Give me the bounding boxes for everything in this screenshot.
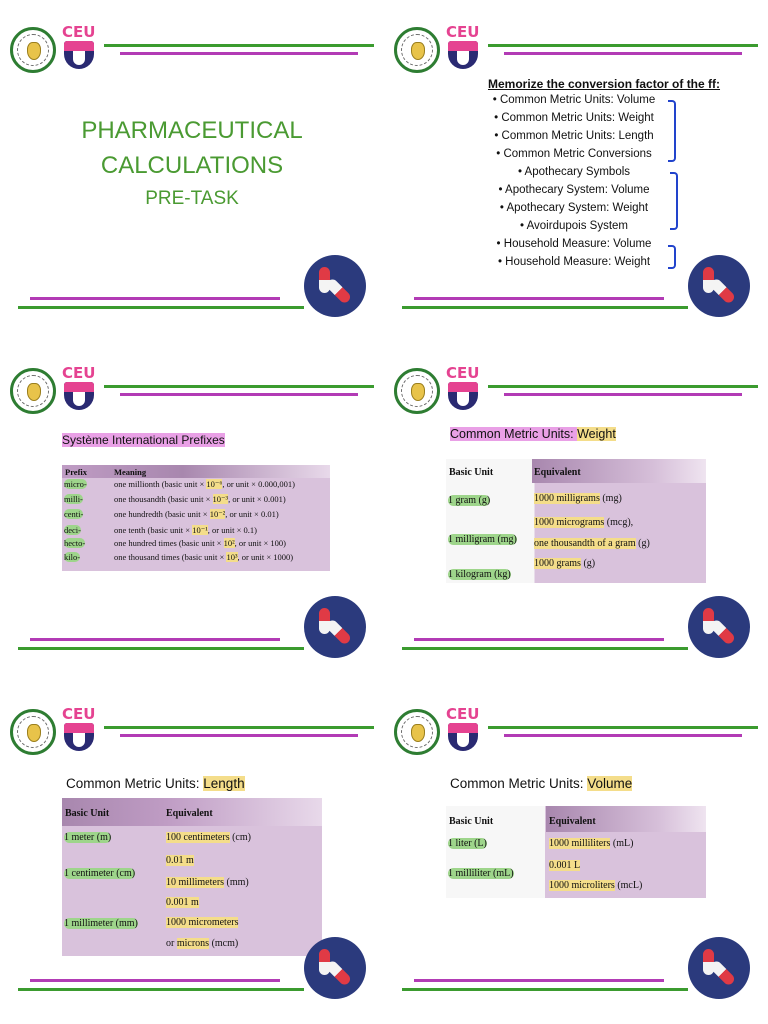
list-item: • Common Metric Units: Weight [494, 112, 654, 124]
group-bracket [670, 172, 678, 230]
slide-memorize-list [384, 0, 768, 341]
equivalent-cell: 1000 micrometers [166, 917, 239, 928]
slide-length-units [0, 682, 384, 1023]
basic-unit-cell: 1 milliliter (mL) [448, 868, 514, 879]
footer-pink-line [414, 297, 664, 300]
pill-capsule-icon [304, 596, 366, 658]
header-pink-line [504, 734, 742, 737]
equivalent-cell: 1000 grams (g) [534, 558, 596, 569]
basic-unit-cell: 1 liter (L) [448, 838, 487, 849]
prefix-cell: hecto- [64, 538, 86, 548]
list-item: • Apothecary System: Volume [498, 184, 650, 196]
footer-green-line [402, 306, 688, 309]
equivalent-cell: 0.001 m [166, 897, 199, 908]
equivalent-cell: 100 centimeters (cm) [166, 832, 251, 843]
university-seal-logo [394, 709, 440, 755]
footer-pink-line [414, 638, 664, 641]
university-seal-logo [394, 27, 440, 73]
basic-unit-cell: 1 centimeter (cm) [64, 868, 136, 879]
ceu-logo-text: CEU [446, 705, 480, 723]
footer-green-line [18, 988, 304, 991]
ceu-shield-icon [448, 41, 478, 69]
equivalent-cell: one thousandth of a gram (g) [534, 538, 650, 549]
ceu-logo [62, 24, 96, 40]
list-item: • Avoirdupois System [519, 220, 628, 232]
header-green-line [488, 385, 758, 388]
length-table [62, 798, 322, 956]
list-item: • Apothecary System: Weight [499, 202, 649, 214]
slide-title: Common Metric Units: Volume [450, 776, 633, 791]
weight-table [446, 459, 706, 583]
header-green-line [104, 44, 374, 47]
ceu-logo-text: CEU [62, 364, 96, 382]
meaning-cell: one tenth (basic unit × 10⁻¹, or unit × 0.1) [114, 525, 257, 535]
footer-pink-line [30, 638, 280, 641]
footer-green-line [402, 647, 688, 650]
equivalent-cell: 0.001 L [549, 860, 581, 871]
university-seal-logo [10, 709, 56, 755]
equivalent-cell: 1000 milligrams (mg) [534, 493, 622, 504]
meaning-cell: one millionth (basic unit × 10⁻⁶, or unit × 0.000,001) [114, 479, 295, 489]
column-header-basic-unit: Basic Unit [65, 808, 110, 819]
ceu-logo-text: CEU [446, 364, 480, 382]
list-item: • Common Metric Conversions [496, 148, 652, 160]
university-seal-logo [394, 368, 440, 414]
pill-capsule-icon [304, 937, 366, 999]
header-green-line [104, 726, 374, 729]
list-item: • Apothecary Symbols [517, 166, 631, 178]
slide-weight-units [384, 341, 768, 682]
basic-unit-cell: 1 kilogram (kg) [448, 569, 511, 580]
ceu-logo-text: CEU [62, 705, 96, 723]
footer-green-line [18, 647, 304, 650]
basic-unit-cell: 1 gram (g) [448, 495, 491, 506]
pill-capsule-icon [688, 596, 750, 658]
equivalent-cell: 10 millimeters (mm) [166, 877, 249, 888]
prefix-cell: kilo- [64, 552, 81, 562]
prefix-cell: milli- [64, 494, 83, 504]
slide-title: Common Metric Units: Length [66, 776, 245, 791]
column-header-equivalent: Equivalent [549, 816, 596, 827]
ceu-logo-text: CEU [446, 23, 480, 41]
slide-title: Common Metric Units: Weight [450, 427, 616, 441]
footer-green-line [402, 988, 688, 991]
footer-green-line [18, 306, 304, 309]
header-pink-line [120, 734, 358, 737]
equivalent-cell: 1000 micrograms (mcg), [534, 517, 634, 528]
university-seal-logo [10, 27, 56, 73]
list-item: • Common Metric Units: Volume [492, 94, 656, 106]
pill-capsule-icon [688, 255, 750, 317]
ceu-logo [62, 706, 96, 722]
column-header-equivalent: Equivalent [166, 808, 213, 819]
prefix-cell: micro- [64, 479, 87, 489]
meaning-cell: one hundredth (basic unit × 10⁻², or unit × 0.01) [114, 509, 279, 519]
column-header-equivalent: Equivalent [534, 467, 581, 478]
column-header-basic-unit: Basic Unit [449, 816, 494, 827]
column-header-meaning: Meaning [114, 467, 147, 477]
pill-capsule-icon [688, 937, 750, 999]
header-pink-line [504, 393, 742, 396]
basic-unit-cell: 1 meter (m) [64, 832, 112, 843]
ceu-shield-icon [64, 723, 94, 751]
header-green-line [488, 44, 758, 47]
footer-pink-line [414, 979, 664, 982]
subtitle: PRE-TASK [145, 188, 239, 209]
ceu-logo [446, 365, 480, 381]
list-item: • Household Measure: Weight [497, 256, 651, 268]
footer-pink-line [30, 297, 280, 300]
memorize-heading: Memorize the conversion factor of the ff: [487, 77, 721, 91]
slide-si-prefixes [0, 341, 384, 682]
header-green-line [104, 385, 374, 388]
basic-unit-cell: 1 millimeter (mm) [64, 918, 138, 929]
header-pink-line [120, 52, 358, 55]
column-header-prefix: Prefix [65, 467, 88, 477]
column-header-basic-unit: Basic Unit [449, 467, 494, 478]
ceu-shield-icon [64, 382, 94, 410]
prefix-cell: deci- [64, 525, 81, 535]
header-pink-line [120, 393, 358, 396]
ceu-logo-text: CEU [62, 23, 96, 41]
ceu-logo [446, 706, 480, 722]
group-bracket [668, 245, 676, 269]
ceu-shield-icon [64, 41, 94, 69]
slide-volume-units [384, 682, 768, 1023]
equivalent-cell: or microns (mcm) [166, 938, 239, 949]
title-line-1: PHARMACEUTICAL [81, 117, 303, 144]
group-bracket [668, 100, 676, 162]
slide-title [0, 0, 384, 341]
equivalent-cell: 1000 microliters (mcL) [549, 880, 643, 891]
prefix-cell: centi- [64, 509, 84, 519]
footer-pink-line [30, 979, 280, 982]
basic-unit-cell: 1 milligram (mg) [448, 534, 517, 545]
header-green-line [488, 726, 758, 729]
title-line-2: CALCULATIONS [100, 152, 284, 179]
university-seal-logo [10, 368, 56, 414]
prefix-table [62, 465, 330, 571]
ceu-shield-icon [448, 723, 478, 751]
header-pink-line [504, 52, 742, 55]
slide-title: Système International Prefixes [62, 433, 225, 447]
equivalent-cell: 1000 milliliters (mL) [549, 838, 634, 849]
list-item: • Household Measure: Volume [496, 238, 652, 250]
ceu-logo [62, 365, 96, 381]
equivalent-cell: 0.01 m [166, 855, 194, 866]
pill-capsule-icon [304, 255, 366, 317]
ceu-logo [446, 24, 480, 40]
meaning-cell: one thousand times (basic unit × 10³, or unit × 1000) [114, 552, 294, 562]
ceu-shield-icon [448, 382, 478, 410]
volume-table [446, 806, 706, 898]
meaning-cell: one thousandth (basic unit × 10⁻³, or unit × 0.001) [114, 494, 286, 504]
list-item: • Common Metric Units: Length [494, 130, 654, 142]
meaning-cell: one hundred times (basic unit × 10², or unit × 100) [114, 538, 286, 548]
